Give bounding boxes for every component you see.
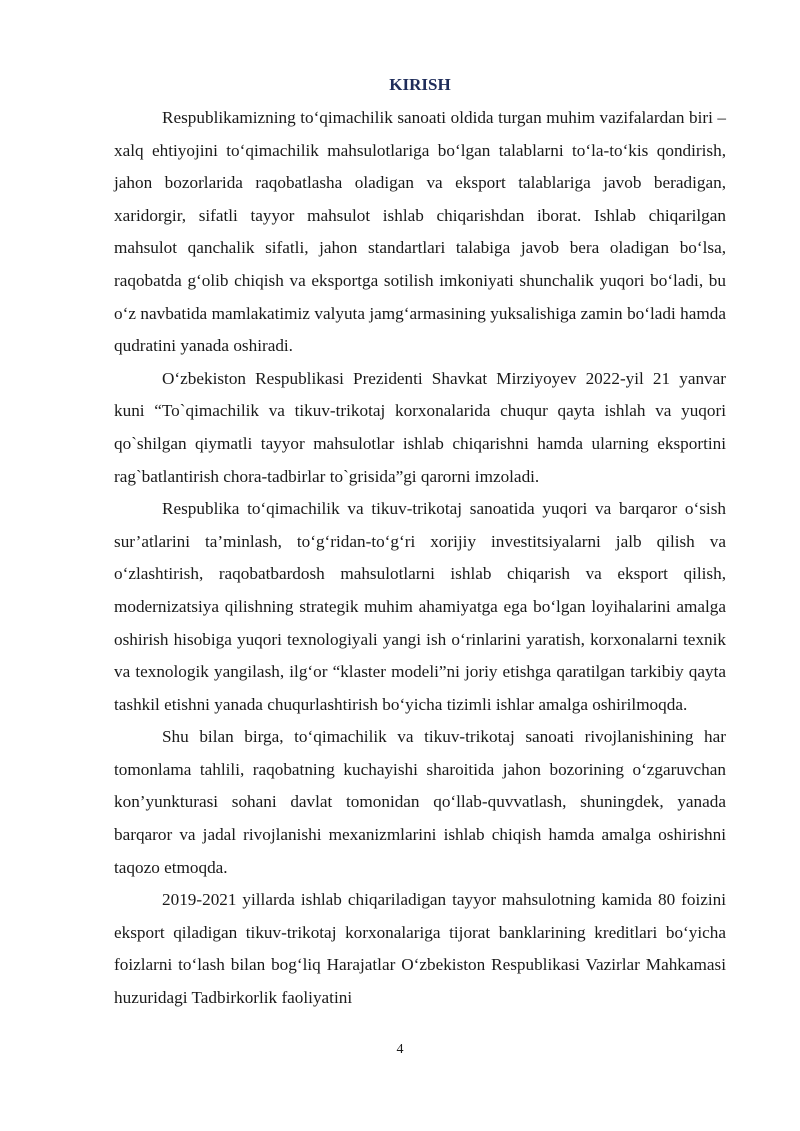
paragraph-4: Shu bilan birga, to‘qimachilik va tikuv-trikotaj sanoati rivojlanishining har tomonlama tahlili, raqobatning kuchayishi sharoitida jahon bozorining o‘zgaruvchan kon’yunkturasi sohani davlat tomonidan qo‘llab-quvvatlash, shuningdek, yanada barqaror va jadal rivojlanishi mexanizmlarini ishlab chiqish hamda amalga oshirishni taqozo etmoqda. xyxy=(114,727,726,877)
paragraph-2: O‘zbekiston Respublikasi Prezidenti Shavkat Mirziyoyev 2022-yil 21 yanvar kuni “To`qimachilik va tikuv-trikotaj korxonalarida chuqur qayta ishlah va yuqori qo`shilgan qiymatli tayyor mahsulotlar ishlab chiqarishni hamda ularning eksportini rag`batlantirish chora-tadbirlar to`grisida”gi qarorni imzoladi. xyxy=(114,368,726,486)
page-number: 4 xyxy=(396,1042,404,1057)
paragraph-3: Respublika to‘qimachilik va tikuv-trikotaj sanoatida yuqori va barqaror o‘sish sur’atlarini ta’minlash, to‘g‘ridan-to‘g‘ri xorijiy investitsiyalarni jalb qilish va o‘zlashtirish, raqobatbardosh mahsulotlarni ishlab chiqarish va eksport qilish, modernizatsiya qilishning strategik muhim ahamiyatga ega bo‘lgan loyihalarini amalga oshirish hisobiga yuqori texnologiyali yangi ish o‘rinlarini yaratish, korxonalarni texnik va texnologik yangilash, ilg‘or “klaster modeli”ni joriy etishga qaratilgan tarkibiy qayta tashkil etishni yanada chuqurlashtirish bo‘yicha tizimli ishlar amalga oshirilmoqda. xyxy=(114,499,726,714)
document-page xyxy=(114,72,726,1015)
paragraph-5: 2019-2021 yillarda ishlab chiqariladigan tayyor mahsulotning kamida 80 foizini eksport qiladigan tikuv-trikotaj korxonalariga tijorat banklarining kreditlari bo‘yicha foizlarni to‘lash bilan bog‘liq Harajatlar O‘zbekiston Respublikasi Vazirlar Mahkamasi huzuridagi Tadbirkorlik faoliyatini xyxy=(114,890,726,1008)
section-heading: KIRISH xyxy=(389,75,451,94)
paragraph-1: Respublikamizning to‘qimachilik sanoati oldida turgan muhim vazifalardan biri – xalq ehtiyojini to‘qimachilik mahsulotlariga bo‘lgan talablarni to‘la-to‘kis qondirish, jahon bozorlarida raqobatlasha oladigan va eksport talablariga javob beradigan, xaridorgir, sifatli tayyor mahsulot ishlab chiqarishdan iborat. Ishlab chiqarilgan mahsulot qanchalik sifatli, jahon standartlari talabiga javob bera oladigan bo‘lsa, raqobatda g‘olib chiqish va eksportga sotilish imkoniyati shunchalik yuqori bo‘ladi, bu o‘z navbatida mamlakatimiz valyuta jamg‘armasining yuksalishiga zamin bo‘ladi hamda qudratini yanada oshiradi. xyxy=(114,108,726,356)
